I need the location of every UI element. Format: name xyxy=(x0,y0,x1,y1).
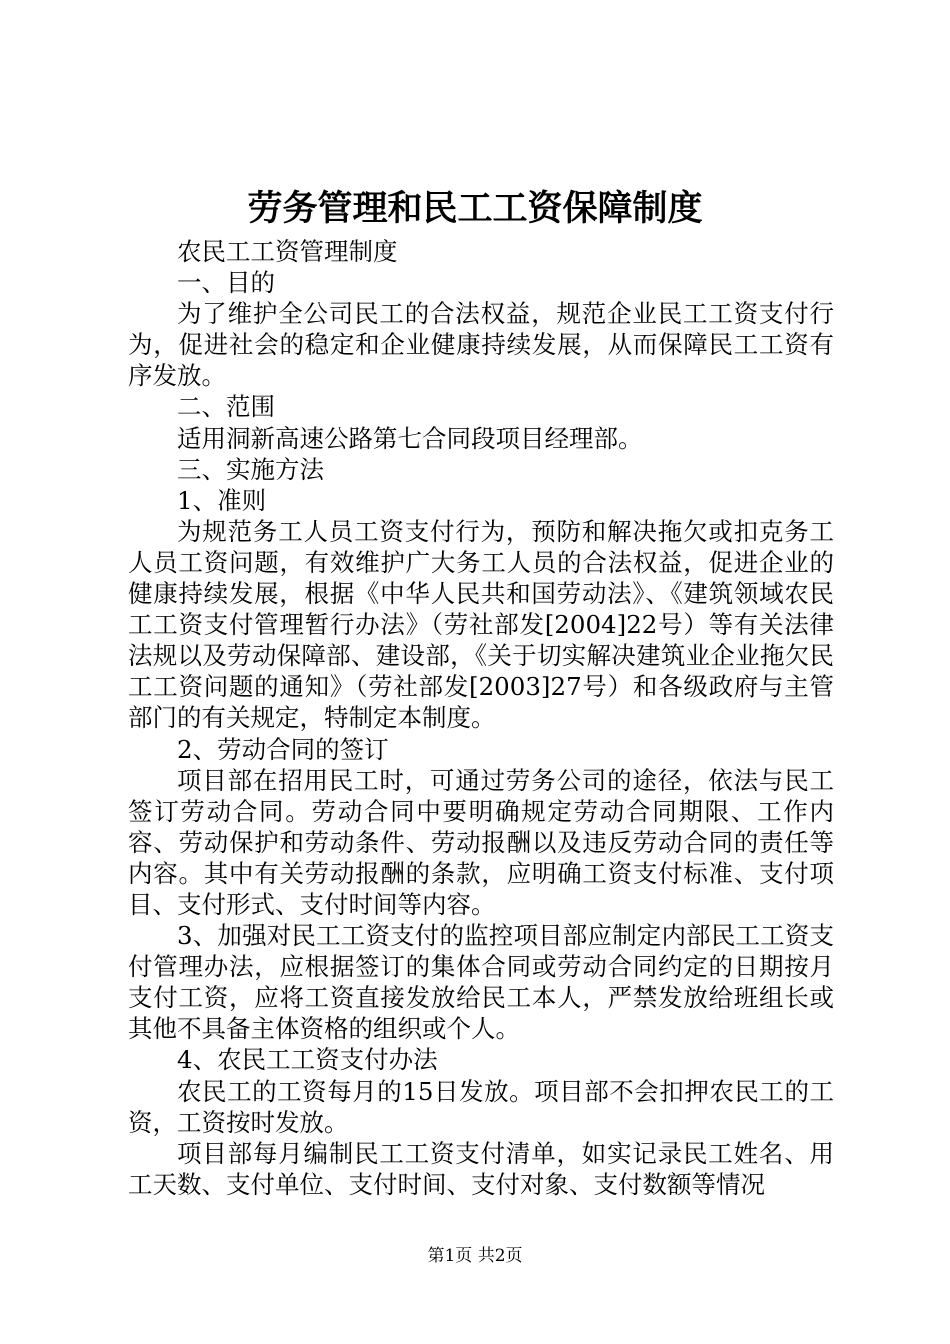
paragraph-payment-text: 农民工的工资每月的15日发放。项目部不会扣押农民工的工资，工资按时发放。 xyxy=(128,1076,834,1137)
paragraph-monitoring-text: 3、加强对民工工资支付的监控项目部应制定内部民工工资支付管理办法，应根据签订的集体合同或劳动合同约定的日期按月支付工资，应将工资直接发放给民工本人，严禁发放给班组长或其他不具备主体资格的组织或个人。 xyxy=(128,921,834,1044)
paragraph-contract-text: 项目部在招用民工时，可通过劳务公司的途径，依法与民工签订劳动合同。劳动合同中要明确规定劳动合同期限、工作内容、劳动保护和劳动条件、劳动报酬以及违反劳动合同的责任等内容。其中有关劳动报酬的条款，应明确工资支付标准、支付项目、支付形式、支付时间等内容。 xyxy=(128,765,834,919)
document-title: 劳务管理和民工工资保障制度 xyxy=(247,189,703,229)
paragraph-scope-text: 适用洞新高速公路第七合同段项目经理部。 xyxy=(177,423,643,453)
paragraph-payroll-text: 项目部每月编制民工工资支付清单，如实记录民工姓名、用工天数、支付单位、支付时间、支付对象、支付数额等情况 xyxy=(128,1138,834,1199)
paragraph-section-purpose: 一、目的 xyxy=(177,268,275,298)
paragraph-sub-contract: 2、劳动合同的签订 xyxy=(177,734,389,764)
page-number-footer: 第1页 共2页 xyxy=(427,1246,523,1266)
paragraph-heading-main: 农民工工资管理制度 xyxy=(177,237,398,266)
paragraph-purpose-text: 为了维护全公司民工的合法权益，规范企业民工工资支付行为，促进社会的稳定和企业健康持续发展，从而保障民工工资有序发放。 xyxy=(128,299,834,391)
paragraph-sub-payment: 4、农民工工资支付办法 xyxy=(177,1045,438,1075)
document-body xyxy=(128,236,834,1200)
paragraph-section-scope: 二、范围 xyxy=(177,392,275,422)
paragraph-sub-principle: 1、准则 xyxy=(177,485,267,515)
paragraph-section-method: 三、实施方法 xyxy=(177,454,324,484)
paragraph-principle-text: 为规范务工人员工资支付行为，预防和解决拖欠或扣克务工人员工资问题，有效维护广大务工人员的合法权益，促进企业的健康持续发展，根据《中华人民共和国劳动法》、《建筑领域农民工工资支付管理暂行办法》（劳社部发[2004]22号）等有关法律法规以及劳动保障部、建设部，《关于切实解决建筑业企业拖欠民工工资问题的通知》（劳社部发[2003]27号）和各级政府与主管部门的有关规定，特制定本制度。 xyxy=(128,516,834,733)
